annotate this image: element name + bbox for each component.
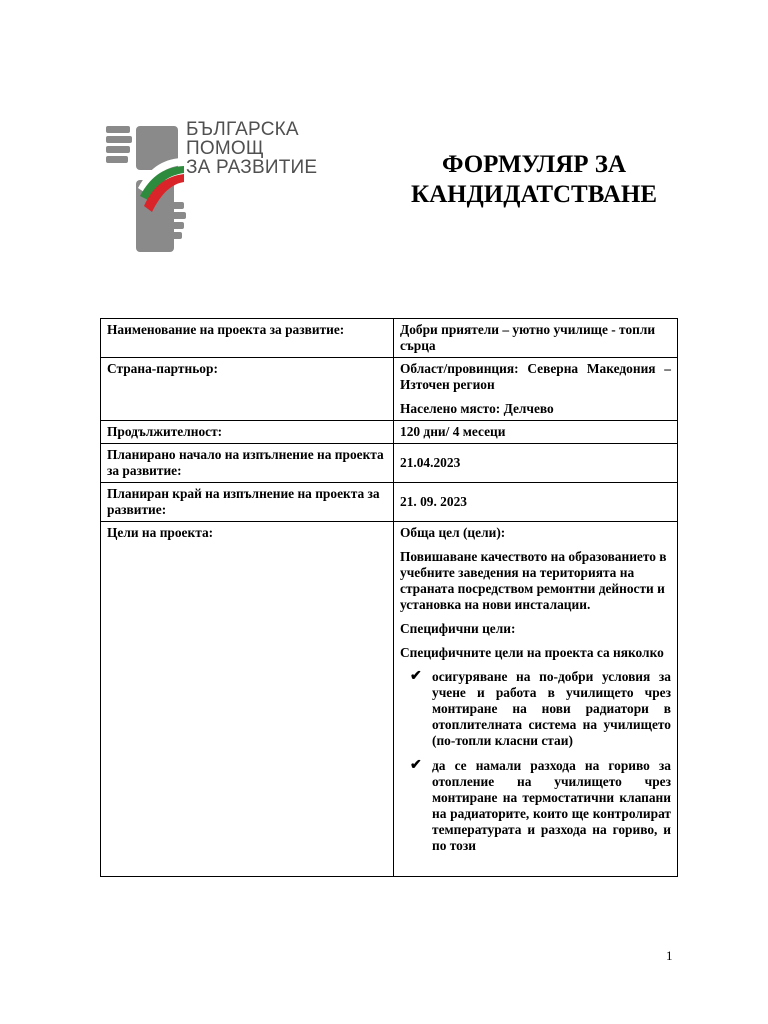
bulgarian-aid-logo xyxy=(104,118,324,254)
table-row xyxy=(101,483,678,522)
page-number: 1 xyxy=(666,948,673,963)
row-label: Продължителност: xyxy=(101,421,394,444)
specific-goals-heading: Специфични цели: xyxy=(400,621,516,636)
checkmark-icon: ✔ xyxy=(410,758,422,773)
partner-settlement: Населено място: Делчево xyxy=(400,401,554,416)
table-row xyxy=(101,319,678,358)
list-item-text-clip xyxy=(432,758,671,864)
document-title xyxy=(384,150,684,210)
specific-goals-intro: Специфичните цели на проекта са няколко xyxy=(400,645,664,660)
row-value: 21.04.2023 xyxy=(394,444,678,483)
goals-cell xyxy=(394,522,678,877)
goals-label: Цели на проекта: xyxy=(101,522,394,877)
list-item-text: да се намали разхода на гориво за отопление на училището чрез монтиране на термостатични клапани на радиаторите, които ще контролират температурата и разхода на гориво, и по този xyxy=(432,758,671,853)
table-row xyxy=(101,522,678,877)
project-info-table xyxy=(100,318,678,877)
specific-goals-list xyxy=(400,669,671,864)
row-value-cell xyxy=(394,358,678,421)
row-value: Добри приятели – уютно училище - топли сърца xyxy=(394,319,678,358)
logo-line-2: ПОМОЩ xyxy=(186,138,264,159)
row-label: Наименование на проекта за развитие: xyxy=(101,319,394,358)
general-goal-heading: Обща цел (цели): xyxy=(400,525,506,540)
list-item xyxy=(410,669,671,749)
title-line-2: КАНДИДАТСТВАНЕ xyxy=(410,181,657,208)
table-row xyxy=(101,444,678,483)
list-item xyxy=(410,758,671,864)
checkmark-icon: ✔ xyxy=(410,669,422,684)
row-label: Страна-партньор: xyxy=(101,358,394,421)
partner-region: Област/провинция: Северна Македония – Източен регион xyxy=(400,361,671,392)
general-goal-text: Повишаване качеството на образованието в учебните заведения на територията на страната посредством ремонтни дейности и установка на нови инсталации. xyxy=(400,549,667,612)
logo-emblem-icon xyxy=(104,118,186,254)
table-row xyxy=(101,421,678,444)
row-label: Планиран край на изпълнение на проекта за развитие: xyxy=(101,483,394,522)
logo-line-3: ЗА РАЗВИТИЕ xyxy=(186,157,318,178)
row-label: Планирано начало на изпълнение на проекта за развитие: xyxy=(101,444,394,483)
title-line-1: ФОРМУЛЯР ЗА xyxy=(441,151,627,178)
table-row xyxy=(101,358,678,421)
row-value: 120 дни/ 4 месеци xyxy=(394,421,678,444)
row-value: 21. 09. 2023 xyxy=(394,483,678,522)
logo-wordmark xyxy=(186,120,317,177)
logo-line-1: БЪЛГАРСКА xyxy=(186,119,299,140)
list-item-text: осигуряване на по-добри условия за учене и работа в училището чрез монтиране на нови радиатори в отоплителната система на училището (по-топли класни стаи) xyxy=(432,669,671,748)
